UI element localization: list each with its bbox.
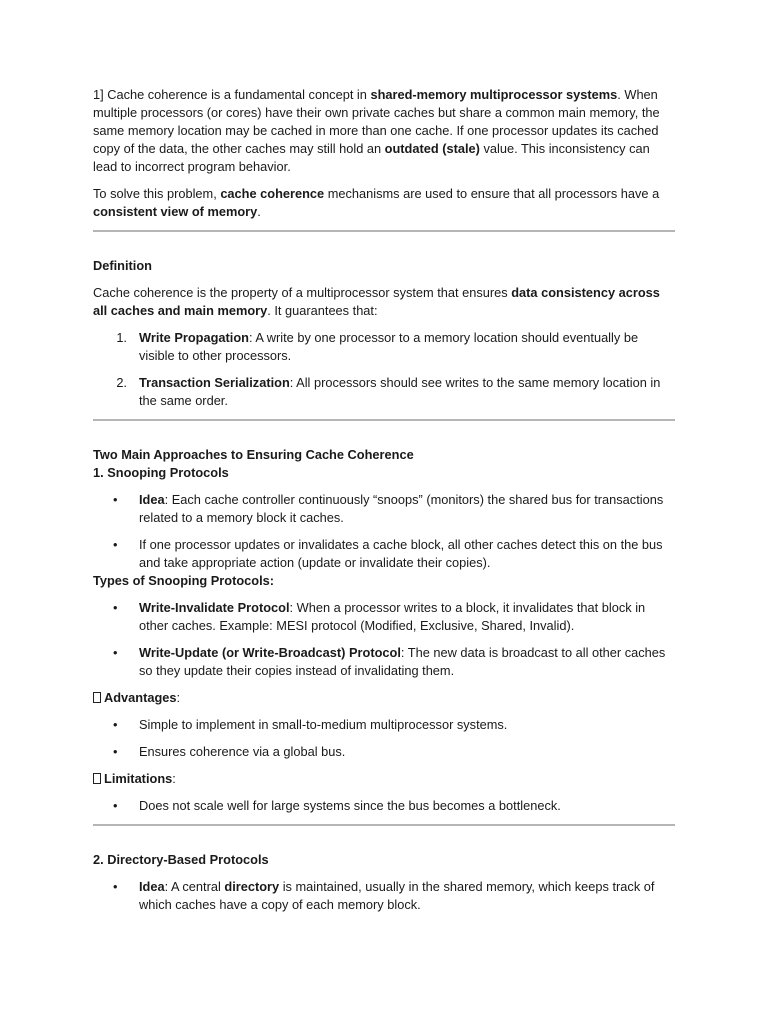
divider [93,230,675,232]
list-item: • Does not scale well for large systems since the bus becomes a bottleneck. [113,798,561,813]
snooping-heading: 1. Snooping Protocols [93,465,229,480]
list-item: • Write-Invalidate Protocol: When a processor writes to a block, it invalidates that block in other caches. Example: MESI protocol (Modified, Exclusive, Shared, Invalid). [113,600,646,633]
definition-heading: Definition [93,258,152,273]
definition-list [93,329,675,410]
missing-glyph-icon [93,692,101,703]
missing-glyph-icon [93,773,101,784]
limitations-list [93,797,675,815]
intro-paragraph-1: 1] Cache coherence is a fundamental concept in shared-memory multiprocessor systems. When multiple processors (or cores) have their own private caches but share a common main memory, the same memory location may be cached in more than one cache. If one processor updates its cached copy of the data, the other caches may still hold an outdated (stale) value. This inconsistency can lead to incorrect program behavior. [93,87,660,174]
divider [93,824,675,826]
definition-item-transaction-serialization: 2. Transaction Serialization: All processors should see writes to the same memory location in the same order. [116,375,661,408]
document-body [93,86,675,914]
list-item: • If one processor updates or invalidates a cache block, all other caches detect this on the bus and take appropriate action (update or invalidate their copies). [113,537,663,570]
list-item: • Idea: Each cache controller continuously “snoops” (monitors) the shared bus for transactions related to a memory block it caches. [113,492,664,525]
divider [93,419,675,421]
snooping-types-list [93,599,675,680]
directory-bullets [93,878,675,914]
advantages-list [93,716,675,761]
snooping-bullets [93,491,675,572]
approaches-heading: Two Main Approaches to Ensuring Cache Coherence [93,447,414,462]
limitations-heading: Limitations: [93,770,675,788]
snooping-types-heading: Types of Snooping Protocols: [93,573,275,588]
list-item: • Ensures coherence via a global bus. [113,744,346,759]
definition-item-write-propagation: 1. Write Propagation: A write by one processor to a memory location should eventually be visible to other processors. [116,330,639,363]
definition-text: Cache coherence is the property of a multiprocessor system that ensures data consistency across all caches and main memory. It guarantees that: [93,285,660,318]
intro-paragraph-2: To solve this problem, cache coherence mechanisms are used to ensure that all processors have a consistent view of memory. [93,186,660,219]
list-item: • Idea: A central directory is maintained, usually in the shared memory, which keeps track of which caches have a copy of each memory block. [113,879,655,912]
directory-heading: 2. Directory-Based Protocols [93,852,269,867]
list-item: • Write-Update (or Write-Broadcast) Protocol: The new data is broadcast to all other caches so they update their copies instead of invalidating them. [113,645,666,678]
advantages-heading: Advantages: [93,689,675,707]
list-item: • Simple to implement in small-to-medium multiprocessor systems. [113,717,508,732]
